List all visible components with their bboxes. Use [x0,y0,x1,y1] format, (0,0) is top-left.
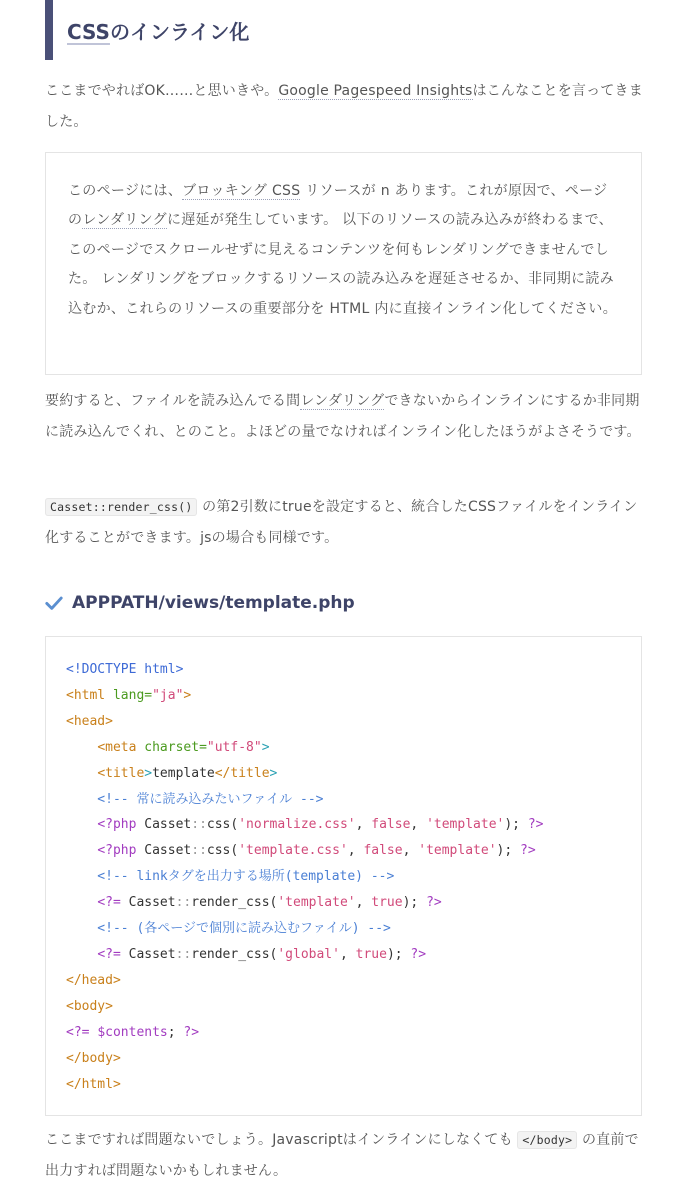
closing-part2: の直前で出力すれば問題ないかもしれません。 [45,1132,639,1179]
quote-part3: に遅延が発生しています。 以下のリソースの読み込みが終わるまで、このページでスクロールせずに見えるコンテンツを何もレンダリングできませんでした。 レンダリングをブロックするリソースの読み込みを遅延させるか、非同期に読み込むか、これらのリソースの重要部分を HTML 内に直接インライン化してください。 [68,212,618,317]
code-line: <?php Casset::css('template.css', false, 'template'); ?> [97,843,536,859]
rendering-link[interactable]: レンダリング [82,212,167,229]
heading-rest: のインライン化 [109,20,250,44]
code-line: <?php Casset::css('normalize.css', false, 'template'); ?> [97,817,544,833]
intro-paragraph [45,76,643,138]
quote-part2: リソースが n あります。これが原因で、ページの [68,183,608,229]
closing-part1: ここまですれば問題ないでしょう。Javascriptはインラインにしなくても [45,1132,518,1148]
code-line: <!-- linkタグを出力する場所(template) --> [66,869,395,885]
code-line: <?= $contents; ?> [66,1024,200,1040]
summary-part2: できないからインラインにするか非同期に読み込んでくれ、とのこと。よほどの量でなければインライン化したほうがよさそうです。 [45,393,641,440]
file-heading-title: APPPATH/views/template.php [72,593,355,613]
intro-text-before: ここまでやればOK……と思いきや。 [45,83,279,99]
code-block [45,636,642,1116]
code-line: <!-- 常に読み込みたいファイル --> [66,791,324,807]
summary-part1: 要約すると、ファイルを読み込んでる間 [45,393,301,409]
code-line: </html> [66,1076,121,1092]
code-line: <body> [66,998,113,1014]
file-heading [45,588,355,618]
heading-css-word: CSS [67,20,110,44]
code-line: <head> [66,713,113,729]
code-line: <meta charset="utf-8"> [97,739,270,755]
render-note-paragraph [45,492,643,554]
code-line: <html lang="ja"> [66,687,192,703]
section-heading-text [67,18,249,42]
code-line: </body> [66,1050,121,1066]
code-line: <!DOCTYPE html> [66,662,184,677]
intro-text-after: はこんなことを言ってきました。 [45,83,643,130]
render-note-text: の第2引数にtrueを設定すると、統合したCSSファイルをインライン化することができます。jsの場合も同様です。 [45,499,638,546]
closing-paragraph [45,1125,643,1187]
code-line: <?= Casset::render_css('global', true); ?> [97,946,427,962]
blocking-css-link[interactable]: ブロッキング CSS [182,183,301,199]
pagespeed-link[interactable]: Google Pagespeed Insights [278,83,473,99]
code-line: </head> [66,972,121,988]
quote-part1: このページには、 [68,183,183,199]
code-line: <!-- (各ページで個別に読み込むファイル) --> [66,921,391,937]
section-heading [45,0,645,60]
blockquote [45,152,642,375]
render-css-code: Casset::render_css() [45,498,197,516]
summary-rendering-link[interactable]: レンダリング [300,393,385,409]
code-content [66,657,641,1097]
body-tag-code: </body> [517,1131,577,1149]
check-icon [45,594,63,612]
code-line: <title>template</title> [97,765,278,781]
summary-paragraph [45,386,643,448]
code-line: <?= Casset::render_css('template', true); ?> [97,895,442,911]
quote-text [68,177,619,324]
